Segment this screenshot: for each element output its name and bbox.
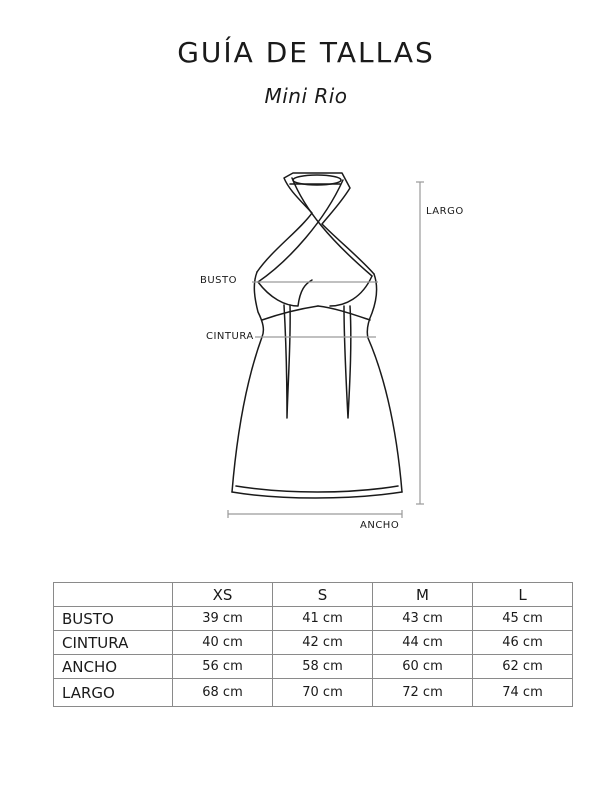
- cup-left: [258, 280, 312, 306]
- hem-inner: [236, 486, 398, 492]
- table-cell: 39 cm: [173, 607, 273, 631]
- table-cell: 68 cm: [173, 679, 273, 707]
- table-cell: 42 cm: [273, 631, 373, 655]
- label-largo: LARGO: [426, 206, 464, 217]
- table-cell: 70 cm: [273, 679, 373, 707]
- table-header-row: [54, 583, 573, 607]
- table-row: [54, 631, 573, 655]
- page-title: GUÍA DE TALLAS: [177, 36, 435, 69]
- table-cell: 74 cm: [473, 679, 573, 707]
- dart-left: [284, 305, 290, 418]
- column-header-s: S: [273, 583, 373, 607]
- table-row: [54, 679, 573, 707]
- cup-right: [330, 276, 372, 306]
- product-name: Mini Rio: [264, 84, 348, 108]
- label-cintura: CINTURA: [206, 331, 254, 342]
- table-cell: 72 cm: [373, 679, 473, 707]
- row-label-busto: BUSTO: [54, 607, 173, 631]
- label-busto: BUSTO: [200, 275, 238, 286]
- table-cell: 41 cm: [273, 607, 373, 631]
- table-cell: 62 cm: [473, 655, 573, 679]
- hem-outer: [232, 492, 402, 498]
- dress-left-side: [232, 272, 263, 492]
- table-cell: 58 cm: [273, 655, 373, 679]
- column-header-l: L: [473, 583, 573, 607]
- table-cell: 44 cm: [373, 631, 473, 655]
- table-cell: 56 cm: [173, 655, 273, 679]
- column-header-empty: [54, 583, 173, 607]
- strap-left-outer: [257, 173, 374, 274]
- row-label-cintura: CINTURA: [54, 631, 173, 655]
- table-cell: 43 cm: [373, 607, 473, 631]
- table-cell: 46 cm: [473, 631, 573, 655]
- table-cell: 60 cm: [373, 655, 473, 679]
- column-header-xs: XS: [173, 583, 273, 607]
- size-table: [53, 582, 573, 707]
- row-label-ancho: ANCHO: [54, 655, 173, 679]
- table-row: [54, 607, 573, 631]
- dress-right-side: [367, 274, 402, 492]
- column-header-m: M: [373, 583, 473, 607]
- row-label-largo: LARGO: [54, 679, 173, 707]
- dart-right: [344, 306, 351, 418]
- table-row: [54, 655, 573, 679]
- strap-band: [258, 178, 372, 282]
- table-cell: 45 cm: [473, 607, 573, 631]
- label-ancho: ANCHO: [360, 520, 400, 531]
- table-cell: 40 cm: [173, 631, 273, 655]
